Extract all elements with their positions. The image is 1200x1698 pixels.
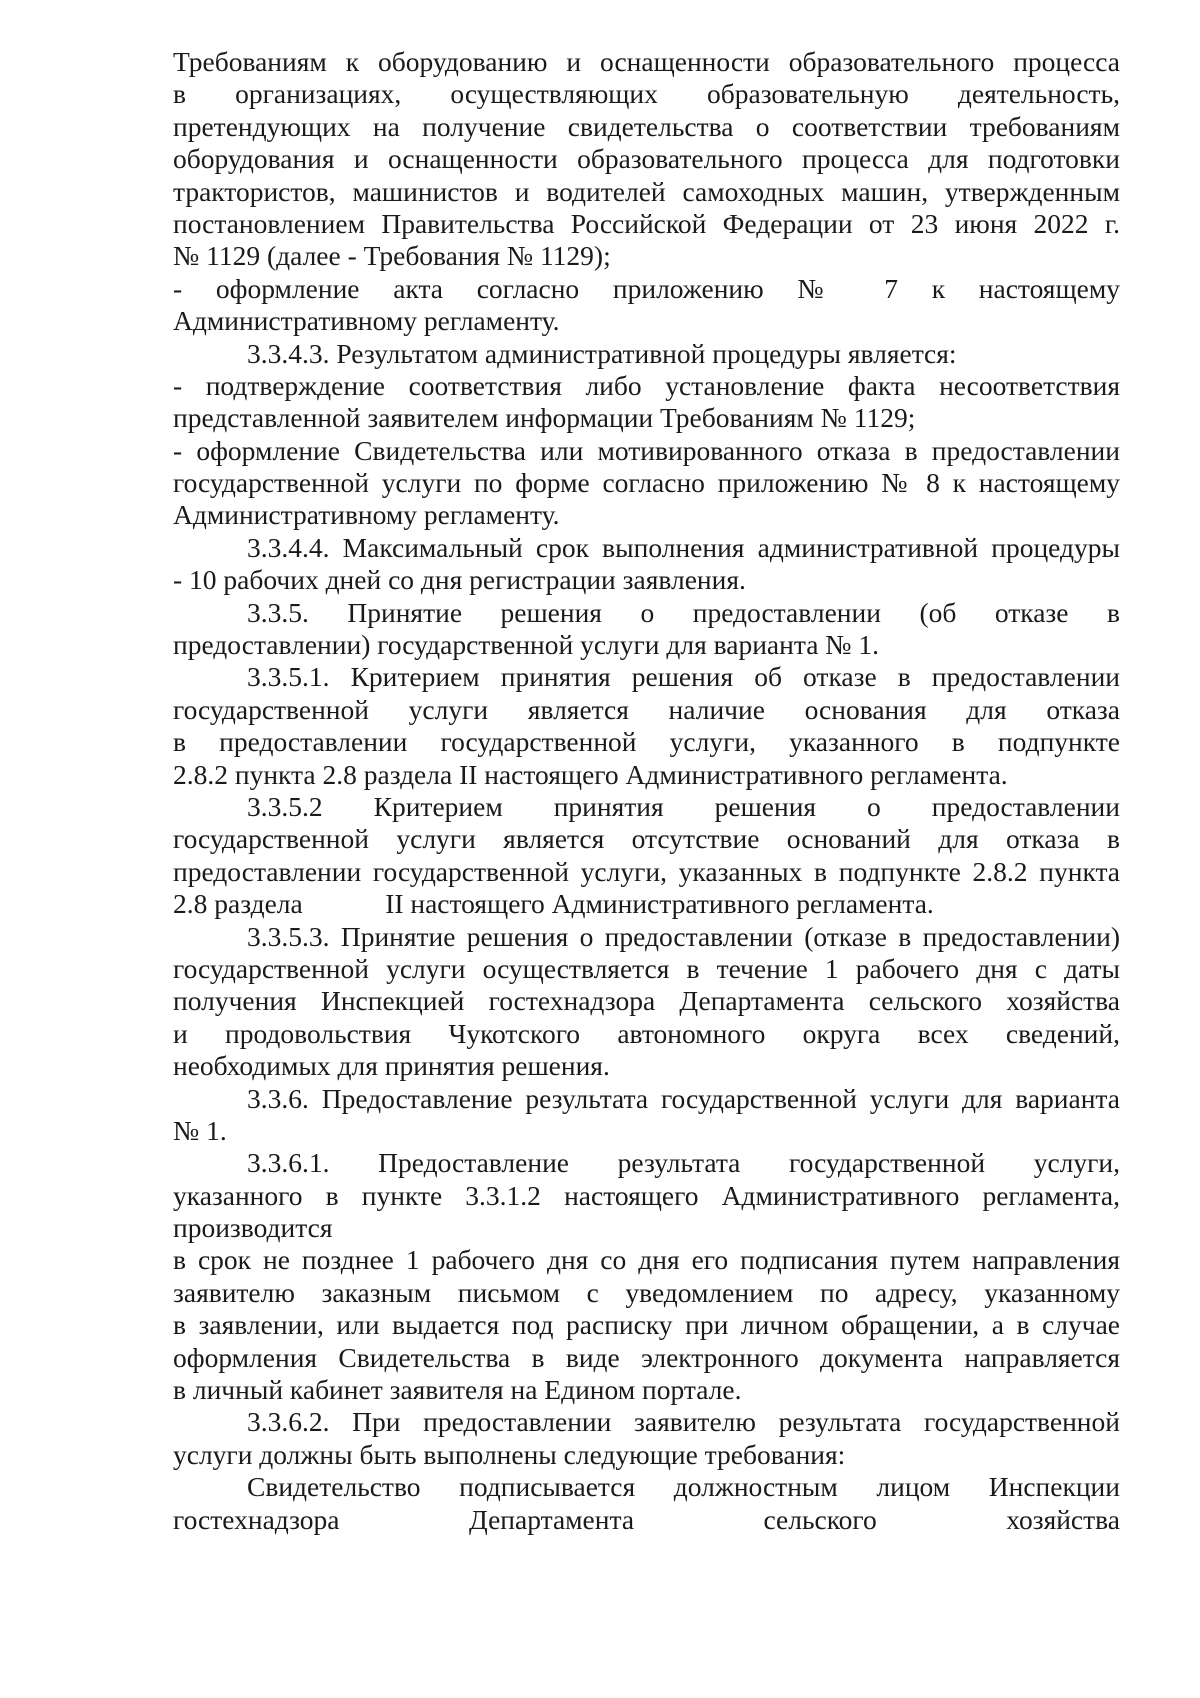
text-line: предоставлении государственной услуги, указанных в подпункте 2.8.2 пункта bbox=[173, 855, 1120, 887]
text-line: - оформление Свидетельства или мотивированного отказа в предоставлении bbox=[173, 434, 1120, 466]
text-line: государственной услуги по форме согласно приложению № 8 к настоящему bbox=[173, 467, 1120, 499]
text-line: 3.3.4.4. Максимальный срок выполнения административной процедуры bbox=[247, 531, 1120, 563]
text-line: государственной услуги является отсутствие оснований для отказа в bbox=[173, 823, 1120, 855]
text-line: гостехнадзора Департамента сельского хозяйства bbox=[173, 1503, 1120, 1535]
text-line: услуги должны быть выполнены следующие требования: bbox=[173, 1438, 846, 1470]
text-line: 2.8.2 пункта 2.8 раздела II настоящего Административного регламента. bbox=[173, 758, 1008, 790]
text-line: в личный кабинет заявителя на Едином портале. bbox=[173, 1374, 742, 1406]
text-line: Свидетельство подписывается должностным лицом Инспекции bbox=[247, 1471, 1120, 1503]
text-line: № 1129 (далее - Требования № 1129); bbox=[173, 240, 611, 272]
document-page bbox=[173, 46, 1120, 1536]
text-line: государственной услуги является наличие основания для отказа bbox=[173, 693, 1120, 725]
text-line: 3.3.4.3. Результатом административной процедуры является: bbox=[247, 337, 957, 369]
text-line: 3.3.5.1. Критерием принятия решения об отказе в предоставлении bbox=[247, 661, 1120, 693]
text-line: производится bbox=[173, 1212, 333, 1244]
text-line: Административному регламенту. bbox=[173, 305, 560, 337]
text-line: - подтверждение соответствия либо установление факта несоответствия bbox=[173, 369, 1120, 401]
text-line: претендующих на получение свидетельства о соответствии требованиям bbox=[173, 110, 1120, 142]
text-line: представленной заявителем информации Требованиям № 1129; bbox=[173, 402, 916, 434]
text-line: в предоставлении государственной услуги, указанного в подпункте bbox=[173, 726, 1120, 758]
text-line: 3.3.5.3. Принятие решения о предоставлении (отказе в предоставлении) bbox=[247, 920, 1120, 952]
text-line: 3.3.6.2. При предоставлении заявителю результата государственной bbox=[247, 1406, 1120, 1438]
text-line: указанного в пункте 3.3.1.2 настоящего Административного регламента, bbox=[173, 1179, 1120, 1211]
text-line: государственной услуги осуществляется в течение 1 рабочего дня с даты bbox=[173, 952, 1120, 984]
text-line: предоставлении) государственной услуги для варианта № 1. bbox=[173, 629, 880, 661]
text-line: № 1. bbox=[173, 1114, 227, 1146]
text-line: 3.3.5.2 Критерием принятия решения о предоставлении bbox=[247, 790, 1120, 822]
text-line: Требованиям к оборудованию и оснащенности образовательного процесса bbox=[173, 46, 1120, 77]
text-line: трактористов, машинистов и водителей самоходных машин, утвержденным bbox=[173, 175, 1120, 207]
text-line: заявителю заказным письмом с уведомлением по адресу, указанному bbox=[173, 1276, 1120, 1308]
text-line: в заявлении, или выдается под расписку при личном обращении, а в случае bbox=[173, 1309, 1120, 1341]
text-line: необходимых для принятия решения. bbox=[173, 1050, 610, 1082]
text-line: Административному регламенту. bbox=[173, 499, 560, 531]
text-line: получения Инспекцией гостехнадзора Департамента сельского хозяйства bbox=[173, 985, 1120, 1017]
text-line: 2.8 раздела II настоящего Административного регламента. bbox=[173, 888, 934, 920]
text-line: 3.3.6.1. Предоставление результата государственной услуги, bbox=[247, 1147, 1120, 1179]
text-line: в срок не позднее 1 рабочего дня со дня его подписания путем направления bbox=[173, 1244, 1120, 1276]
text-line: в организациях, осуществляющих образовательную деятельность, bbox=[173, 78, 1120, 110]
text-line: оформления Свидетельства в виде электронного документа направляется bbox=[173, 1341, 1120, 1373]
text-line: 3.3.6. Предоставление результата государственной услуги для варианта bbox=[247, 1082, 1120, 1114]
text-line: оборудования и оснащенности образовательного процесса для подготовки bbox=[173, 143, 1120, 175]
text-line: - оформление акта согласно приложению № 7 к настоящему bbox=[173, 272, 1120, 304]
text-line: и продовольствия Чукотского автономного округа всех сведений, bbox=[173, 1017, 1120, 1049]
text-line: 3.3.5. Принятие решения о предоставлении (об отказе в bbox=[247, 596, 1120, 628]
text-line: постановлением Правительства Российской Федерации от 23 июня 2022 г. bbox=[173, 207, 1120, 239]
text-line: - 10 рабочих дней со дня регистрации заявления. bbox=[173, 564, 746, 596]
